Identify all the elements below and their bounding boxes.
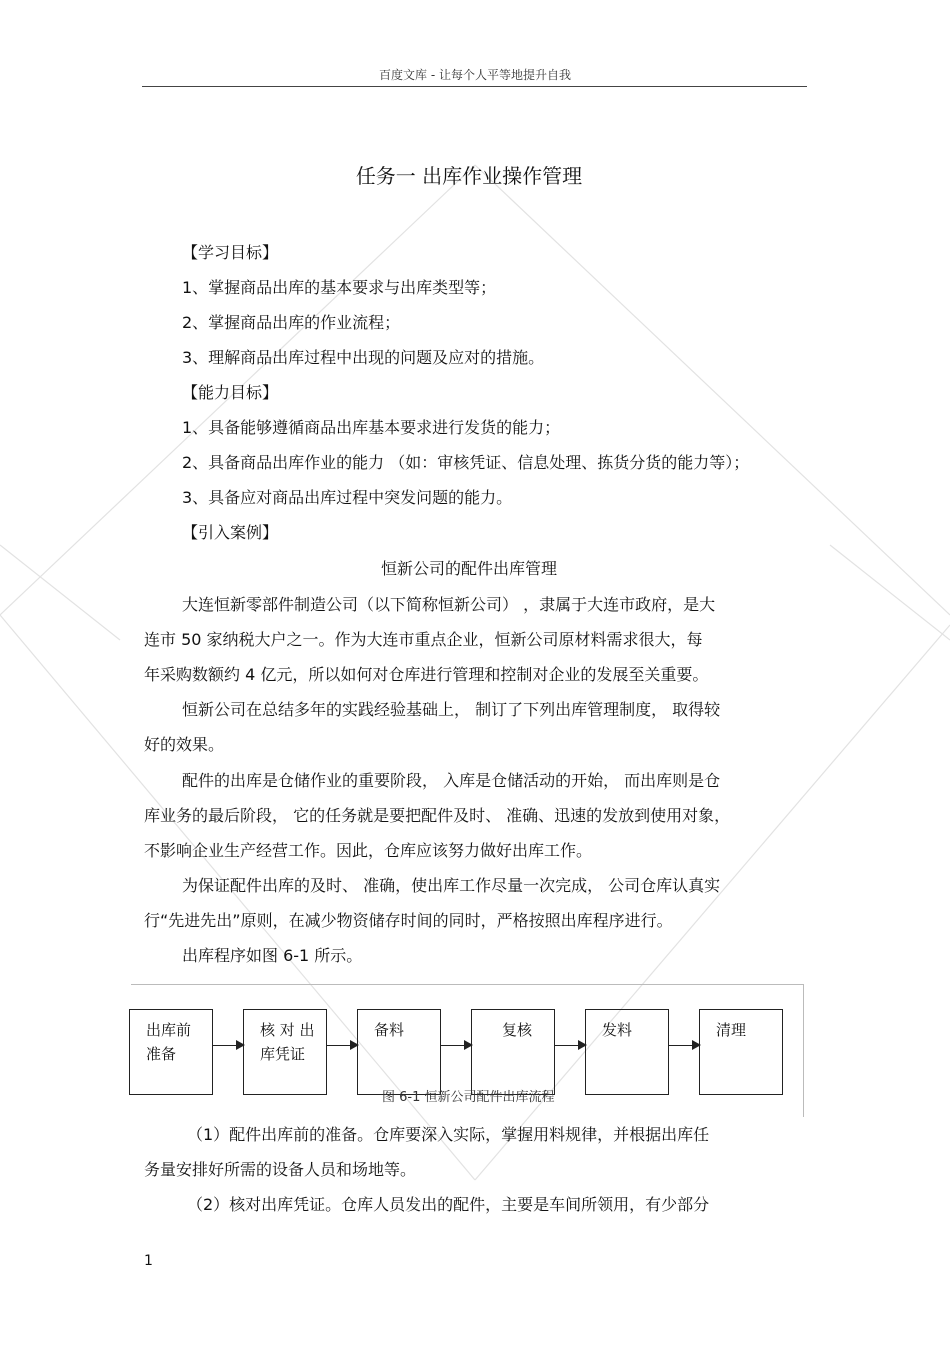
body-line: 行“先进先出”原则，在减少物资储存时间的同时，严格按照出库程序进行。 (144, 911, 673, 930)
goal-item: 3、理解商品出库过程中出现的问题及应对的措施。 (182, 348, 545, 367)
page-number: 1 (144, 1253, 153, 1269)
flow-step-label: 库凭证 (260, 1045, 306, 1063)
section-heading-case: 【引入案例】 (182, 523, 279, 542)
body-line: 出库程序如图 6-1 所示。 (182, 946, 363, 965)
ability-item: 1、具备能够遵循商品出库基本要求进行发货的能力； (182, 418, 561, 437)
section-heading-learning-goals: 【学习目标】 (182, 243, 279, 262)
ability-item: 3、具备应对商品出库过程中突发问题的能力。 (182, 488, 513, 507)
goal-item: 1、掌握商品出库的基本要求与出库类型等； (182, 278, 497, 297)
body-line: （2）核对出库凭证。仓库人员发出的配件，主要是车间所领用，有少部分 (187, 1195, 710, 1214)
ability-item: 2、具备商品出库作业的能力 （如：审核凭证、信息处理、拣货分货的能力等）； (182, 453, 750, 472)
flow-step-label: 清理 (716, 1021, 747, 1039)
body-line: 恒新公司在总结多年的实践经验基础上， 制订了下列出库管理制度， 取得较 (182, 700, 721, 719)
header-rule (142, 86, 807, 87)
flow-step-box (471, 1009, 555, 1095)
flow-step-label: 复核 (502, 1021, 533, 1039)
page-header: 百度文库 - 让每个人平等地提升自我 (379, 68, 571, 82)
flow-arrow (669, 1045, 699, 1046)
flow-step-label: 出库前 (146, 1021, 192, 1039)
flow-step-box (243, 1009, 327, 1095)
body-line: 好的效果。 (144, 735, 225, 754)
body-line: （1）配件出库前的准备。仓库要深入实际，掌握用料规律，并根据出库任 (187, 1125, 710, 1144)
figure-caption: 图 6-1 恒新公司配件出库流程 (382, 1090, 555, 1105)
flow-arrow (441, 1045, 471, 1046)
case-title: 恒新公司的配件出库管理 (380, 559, 557, 578)
body-line: 为保证配件出库的及时、 准确，使出库工作尽量一次完成， 公司仓库认真实 (182, 876, 721, 895)
body-line: 不影响企业生产经营工作。因此，仓库应该努力做好出库工作。 (144, 841, 593, 860)
flow-arrow (213, 1045, 243, 1046)
body-line: 年采购数额约 4 亿元，所以如何对仓库进行管理和控制对企业的发展至关重要。 (144, 665, 709, 684)
section-heading-ability-goals: 【能力目标】 (182, 383, 279, 402)
flow-arrow (555, 1045, 585, 1046)
body-line: 连市 50 家纳税大户之一。作为大连市重点企业，恒新公司原材料需求很大，每 (144, 630, 703, 649)
flow-step-box (357, 1009, 441, 1095)
body-line: 务量安排好所需的设备人员和场地等。 (144, 1160, 417, 1179)
body-line: 配件的出库是仓储作业的重要阶段， 入库是仓储活动的开始， 而出库则是仓 (182, 771, 721, 790)
body-line: 大连恒新零部件制造公司（以下简称恒新公司） ，隶属于大连市政府，是大 (182, 595, 716, 614)
flow-step-label: 发料 (602, 1021, 633, 1039)
flow-step-box (129, 1009, 213, 1095)
flow-step-box (585, 1009, 669, 1095)
flow-step-label: 准备 (146, 1045, 177, 1063)
flow-arrow (327, 1045, 357, 1046)
document-title: 任务一 出库作业操作管理 (355, 164, 583, 188)
body-line: 库业务的最后阶段， 它的任务就是要把配件及时、 准确、迅速的发放到使用对象， (144, 806, 731, 825)
flow-step-label: 备料 (374, 1021, 405, 1039)
flow-step-label: 核 对 出 (260, 1021, 315, 1039)
flow-step-box (699, 1009, 783, 1095)
goal-item: 2、掌握商品出库的作业流程； (182, 313, 401, 332)
